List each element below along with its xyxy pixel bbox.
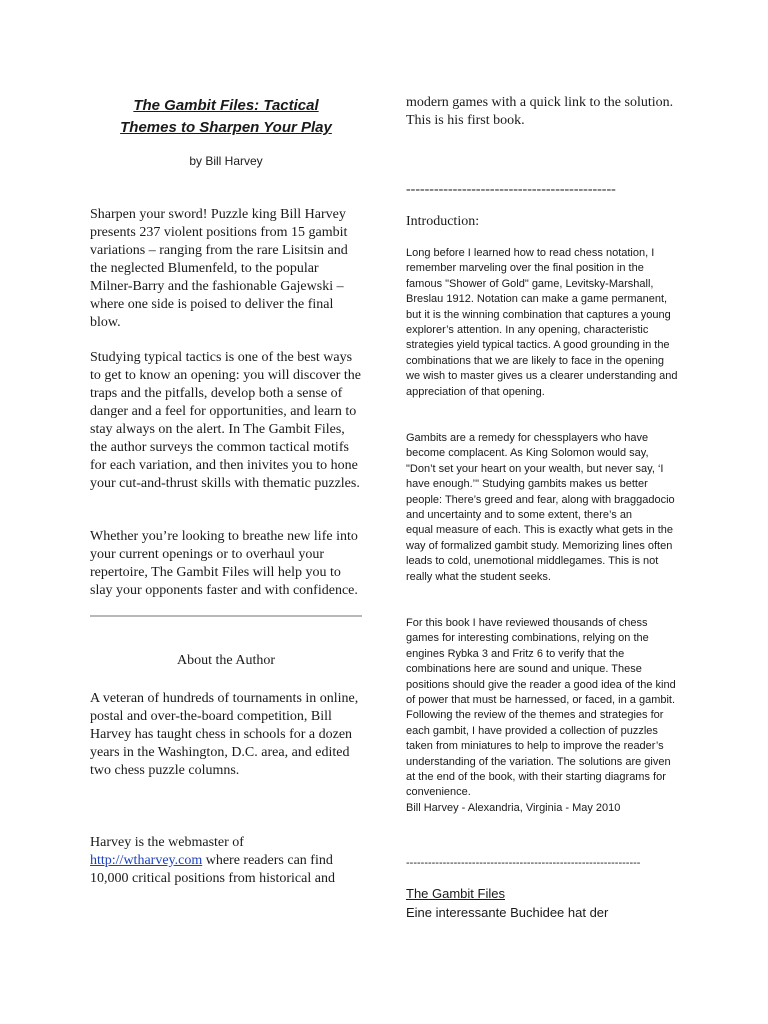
- title-line-1: The Gambit Files: Tactical: [133, 97, 319, 114]
- website-link[interactable]: http://wtharvey.com: [90, 853, 203, 868]
- dashed-separator-1: ---------------------------------------------: [406, 182, 616, 197]
- webmaster-intro: Harvey is the webmaster of: [90, 835, 244, 850]
- title-line-2: Themes to Sharpen Your Play: [120, 119, 332, 136]
- introduction-heading: Introduction:: [406, 214, 480, 229]
- intro-paragraph-1a: Long before I learned how to read chess notation, I remember marveling over the final position in the famous "Shower of Gold" game, Levitsky-Marshall, Breslau 1912. Notation can make a game permanent, but it is the winning combination that captures a young explorer’s attention. In any opening, characteristic: [406, 247, 671, 337]
- intro-paragraph-1: [406, 246, 678, 400]
- webmaster-rest: where readers can find 10,000 critical positions from historical and: [90, 853, 335, 886]
- webmaster-paragraph: [90, 834, 362, 888]
- signature-line: Bill Harvey - Alexandria, Virginia - May 2010: [406, 802, 621, 814]
- byline: by Bill Harvey: [189, 154, 263, 168]
- description-paragraph-3: Whether you’re looking to breathe new life into your current openings or to overhaul your repertoire, The Gambit Files will help you to slay your opponents faster and with confidence.: [90, 529, 358, 598]
- gambit-files-title-link[interactable]: The Gambit Files: [406, 886, 505, 901]
- about-author-heading: About the Author: [177, 653, 275, 668]
- description-paragraph-1: Sharpen your sword! Puzzle king Bill Harvey presents 237 violent positions from 15 gambit variations – ranging from the rare Lisitsin and the neglected Blumenfeld, to the popular Milner-Barry and the fashionable Gajewski – where one side is poised to deliver the final blow.: [90, 207, 348, 330]
- intro-paragraph-2: [406, 431, 678, 585]
- author-bio-continuation: modern games with a quick link to the solution. This is his first book.: [406, 95, 674, 128]
- intro-paragraph-3: For this book I have reviewed thousands of chess games for interesting combinations, relying on the engines Rybka 3 and Fritz 6 to verify that the combinations here are sound and unique. These positions should give the reader a good idea of the kind of power that must be harnessed, or faced, in a gambit. Following the review of the themes and strategies for each gambit, I have provided a collection of puzzles taken from miniatures to help to improve the reader’s understanding of the variation. The solutions are given at the end of the book, with their starting diagrams for convenience.: [406, 617, 676, 799]
- dashed-separator-2: ----------------------------------------------------------------: [406, 857, 641, 869]
- about-author-paragraph: A veteran of hundreds of tournaments in online, postal and over-the-board competition, Bill Harvey has taught chess in schools for a dozen years in the Washington, D.C. area, and edited two chess puzzle columns.: [90, 691, 359, 778]
- intro-paragraph-1b: strategies yield typical tactics. A good grounding in the combinations that we are likely to face in the opening we wish to master gives us a clearer understanding and appreciation of that opening.: [406, 339, 678, 398]
- description-paragraph-2: Studying typical tactics is one of the best ways to get to know an opening: you will discover the traps and the pitfalls, develop both a sense of danger and a feel for opportunities, and learn to stay always on the alert. In The Gambit Files, the author surveys the common tactical motifs for each variation, and then inivites you to hone your cut-and-thrust skills with thematic puzzles.: [90, 350, 362, 491]
- book-title: [90, 95, 362, 139]
- intro-paragraph-2b: equal measure of each. This is exactly what gets in the way of formalized gambit study. Memorizing lines often leads to cold, unemotional middlegames. This is not really what the student seeks.: [406, 524, 673, 583]
- intro-paragraph-2a: Gambits are a remedy for chessplayers who have become complacent. As King Solomon would say, "Don’t set your heart on your wealth, but never say, ‘I have enough.’" Studying gambits makes us better people: There’s greed and fear, along with braggadocio and uncertainty and to some extent, there’s an: [406, 432, 675, 522]
- german-review-line: Eine interessante Buchidee hat der: [406, 905, 609, 920]
- section-divider: [90, 615, 362, 617]
